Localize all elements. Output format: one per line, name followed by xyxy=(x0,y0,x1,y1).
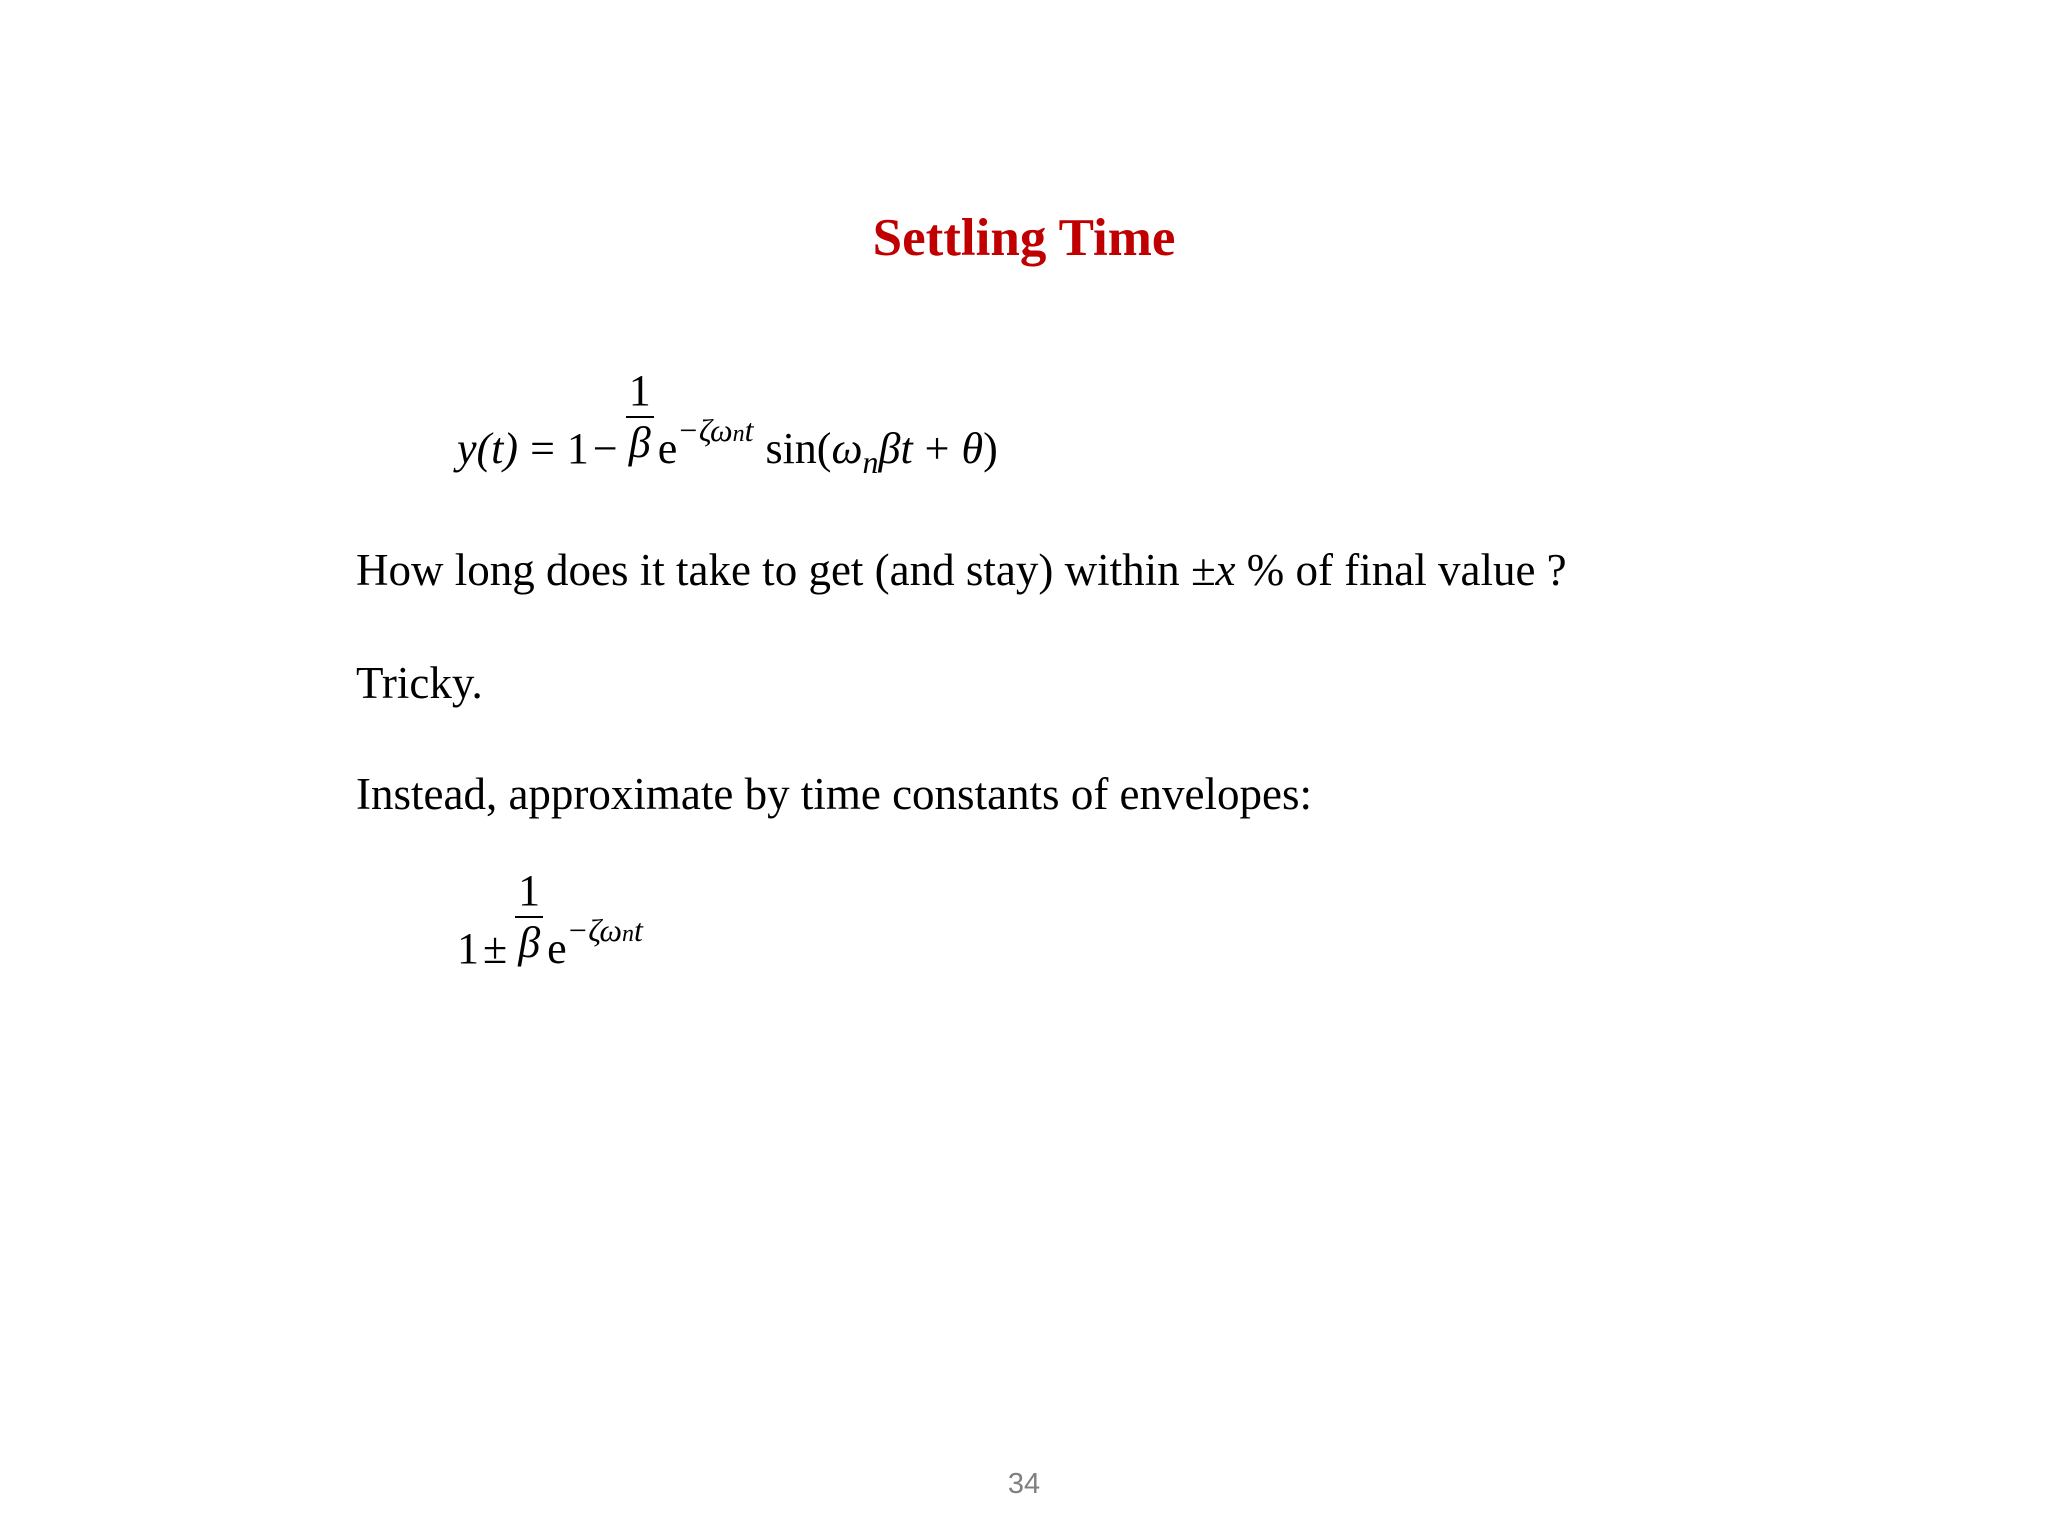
eq2-frac-denominator: β xyxy=(518,918,541,968)
eq1-theta: θ xyxy=(961,424,984,474)
eq1-omega: ω xyxy=(831,424,863,474)
eq2-exponent-main: −ζω xyxy=(566,912,622,949)
eq2-exp-base: e xyxy=(547,924,567,974)
eq2-exponent-tail: t xyxy=(634,912,643,949)
eq1-exponent-tail: t xyxy=(744,412,754,449)
eq1-equals: = xyxy=(530,424,555,474)
eq1-plus: + xyxy=(924,424,950,474)
eq1-beta-t: βt xyxy=(878,424,913,474)
eq1-one: 1 xyxy=(566,424,589,474)
eq2-exponent-sub: n xyxy=(622,921,634,948)
eq1-exponent-main: −ζω xyxy=(677,412,733,449)
eq1-exp-base: e xyxy=(657,424,678,474)
tricky-paragraph: Tricky. xyxy=(356,658,483,708)
eq2-exponent xyxy=(566,912,643,949)
eq1-minus: − xyxy=(592,424,618,474)
eq1-exponent-sub: n xyxy=(732,421,745,448)
question-math: ±x xyxy=(1190,545,1236,595)
instead-paragraph: Instead, approximate by time constants of envelopes: xyxy=(356,769,1312,819)
eq2-plus-minus: ± xyxy=(483,924,508,974)
eq1-omega-sub: n xyxy=(862,444,879,481)
slide-title: Settling Time xyxy=(872,209,1176,267)
eq2-frac-numerator: 1 xyxy=(515,868,543,918)
eq2-one: 1 xyxy=(457,924,479,974)
question-paragraph xyxy=(356,545,1567,595)
envelope-equation xyxy=(457,866,643,974)
eq1-exponent xyxy=(677,412,754,449)
question-text-after: % of final value ? xyxy=(1235,545,1567,595)
eq1-lhs: y(t) xyxy=(457,424,519,474)
step-response-equation xyxy=(457,366,998,481)
eq1-frac-denominator: β xyxy=(628,418,651,468)
page-number: 34 xyxy=(1007,1468,1041,1500)
eq2-fraction xyxy=(515,868,543,966)
eq1-fraction xyxy=(626,368,654,466)
eq1-sin-fn: sin( xyxy=(765,424,832,474)
question-text-before: How long does it take to get (and stay) within xyxy=(356,545,1191,595)
eq1-close-paren: ) xyxy=(983,424,998,474)
eq1-frac-numerator: 1 xyxy=(626,368,654,418)
